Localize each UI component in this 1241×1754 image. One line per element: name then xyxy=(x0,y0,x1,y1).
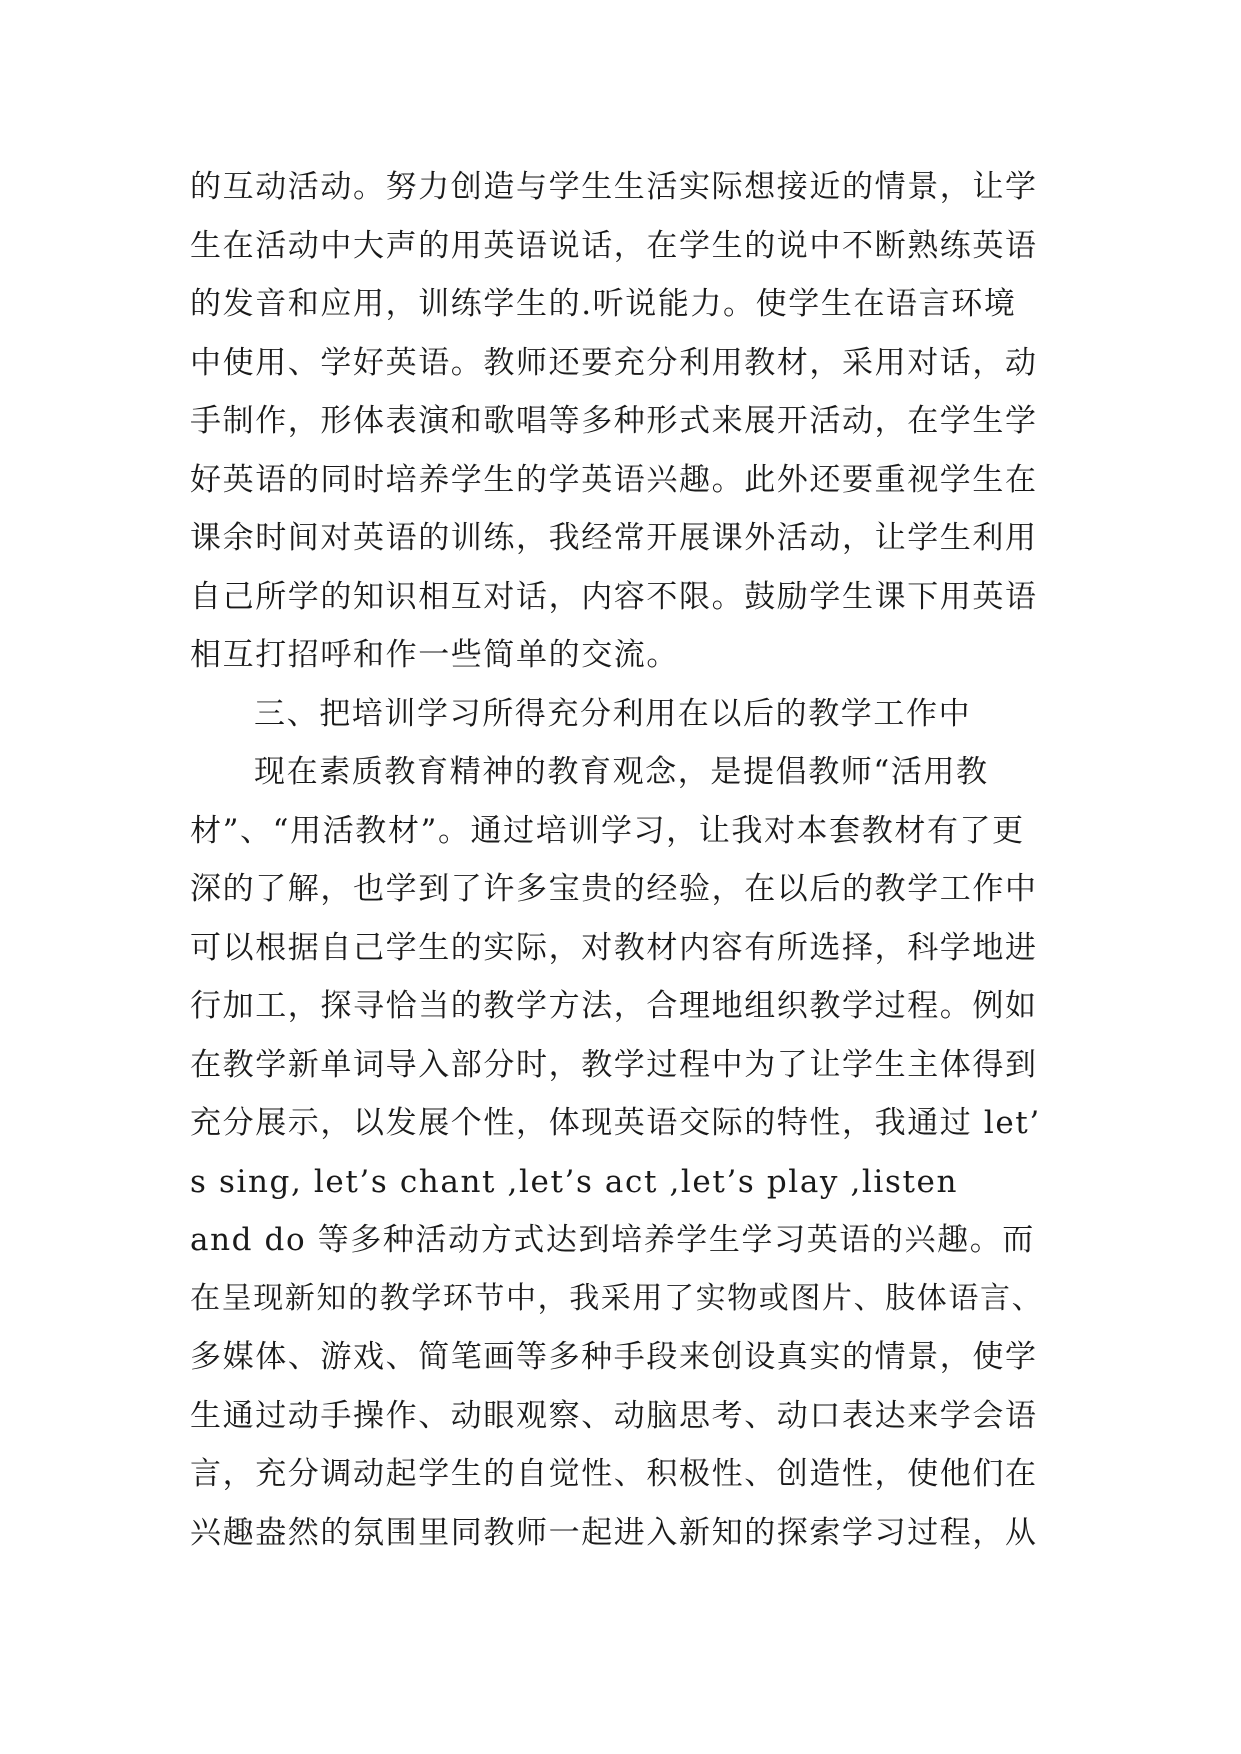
text-line: 的互动活动。努力创造与学生生活实际想接近的情景，让学 xyxy=(190,169,1038,205)
text-line: 课余时间对英语的训练，我经常开展课外活动，让学生利用 xyxy=(190,520,1038,556)
text-line: 兴趣盎然的氛围里同教师一起进入新知的探索学习过程，从 xyxy=(190,1514,1038,1551)
text-line: 生通过动手操作、动眼观察、动脑思考、动口表达来学会语 xyxy=(190,1397,1038,1434)
text-line: 的发音和应用，训练学生的.听说能力。使学生在语言环境 xyxy=(190,286,1017,322)
text-line: 行加工，探寻恰当的教学方法，合理地组织教学过程。例如 xyxy=(190,988,1038,1024)
text-line: 生在活动中大声的用英语说话，在学生的说中不断熟练英语 xyxy=(190,227,1038,264)
text-line: 手制作，形体表演和歌唱等多种形式来展开活动，在学生学 xyxy=(190,403,1038,439)
text-line: and do 等多种活动方式达到培养学生学习英语的兴趣。而 xyxy=(190,1222,1035,1258)
paragraph-start-line: 现在素质教育精神的教育观念，是提倡教师“活用教 xyxy=(254,754,989,790)
text-line: 相互打招呼和作一些简单的交流。 xyxy=(190,637,679,673)
text-line: 自己所学的知识相互对话，内容不限。鼓励学生课下用英语 xyxy=(190,578,1038,615)
text-line: 中使用、学好英语。教师还要充分利用教材，采用对话，动 xyxy=(190,344,1038,381)
text-line: 多媒体、游戏、简笔画等多种手段来创设真实的情景，使学 xyxy=(190,1339,1038,1375)
text-line: 在呈现新知的教学环节中，我采用了实物或图片、肢体语言、 xyxy=(190,1280,1044,1316)
text-line: 可以根据自己学生的实际，对教材内容有所选择，科学地进 xyxy=(190,929,1038,966)
body-text xyxy=(190,158,1050,1562)
text-line: 充分展示，以发展个性，体现英语交际的特性，我通过 let’ xyxy=(190,1105,1041,1141)
text-line: 在教学新单词导入部分时，教学过程中为了让学生主体得到 xyxy=(190,1046,1038,1083)
text-line: 材”、“用活教材”。通过培训学习，让我对本套教材有了更 xyxy=(190,812,1025,849)
text-line: 好英语的同时培养学生的学英语兴趣。此外还要重视学生在 xyxy=(190,461,1038,498)
text-line: s sing, let’s chant ,let’s act ,let’s play ,listen xyxy=(190,1163,959,1200)
section-heading: 三、把培训学习所得充分利用在以后的教学工作中 xyxy=(254,695,972,732)
text-line: 深的了解，也学到了许多宝贵的经验，在以后的教学工作中 xyxy=(190,871,1038,907)
text-line: 言，充分调动起学生的自觉性、积极性、创造性，使他们在 xyxy=(190,1456,1038,1492)
